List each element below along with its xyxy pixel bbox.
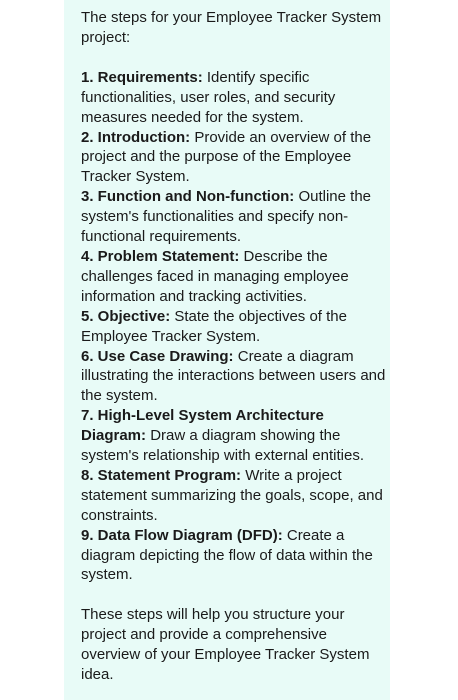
- step-item: [81, 526, 390, 586]
- step-label: 9. Data Flow Diagram (DFD):: [81, 526, 283, 544]
- step-label: 5. Objective:: [81, 307, 171, 325]
- step-item: [81, 68, 390, 128]
- step-text: Provide an overview of the project and the purpose of the Employee Tracker System.: [81, 128, 372, 186]
- message-outro: These steps will help you structure your project and provide a comprehensive overview of your Employee Tracker System idea.: [81, 606, 370, 684]
- step-text: Outline the system's functionalities and specify non-functional requirements.: [81, 188, 372, 246]
- paragraph-spacer: [81, 585, 390, 605]
- step-item: [81, 307, 390, 347]
- step-item: [81, 406, 390, 466]
- step-text: Create a diagram illustrating the interactions between users and the system.: [81, 347, 386, 405]
- step-label: 2. Introduction:: [81, 128, 191, 146]
- step-item: [81, 247, 390, 307]
- step-item: [81, 347, 390, 407]
- step-label: 4. Problem Statement:: [81, 247, 240, 265]
- step-label: 1. Requirements:: [81, 68, 203, 86]
- step-item: [81, 128, 390, 188]
- step-label: 8. Statement Program:: [81, 466, 242, 484]
- message-intro: The steps for your Employee Tracker System project:: [81, 9, 382, 46]
- step-item: [81, 466, 390, 526]
- steps-list: [81, 68, 390, 586]
- step-text: Identify specific functionalities, user roles, and security measures needed for the system.: [81, 68, 336, 126]
- paragraph-spacer: [81, 48, 390, 68]
- step-label: 6. Use Case Drawing:: [81, 347, 234, 365]
- step-text: State the objectives of the Employee Tracker System.: [81, 307, 347, 345]
- step-item: [81, 187, 390, 247]
- step-text: Describe the challenges faced in managing employee information and tracking activities.: [81, 247, 349, 305]
- message-bubble: [64, 0, 390, 700]
- step-text: Draw a diagram showing the system's relationship with external entities.: [81, 427, 364, 465]
- step-text: Write a project statement summarizing the goals, scope, and constraints.: [81, 466, 383, 524]
- step-label: 7. High-Level System Architecture Diagram:: [81, 407, 324, 445]
- step-text: Create a diagram depicting the flow of data within the system.: [81, 526, 373, 584]
- step-label: 3. Function and Non-function:: [81, 188, 295, 206]
